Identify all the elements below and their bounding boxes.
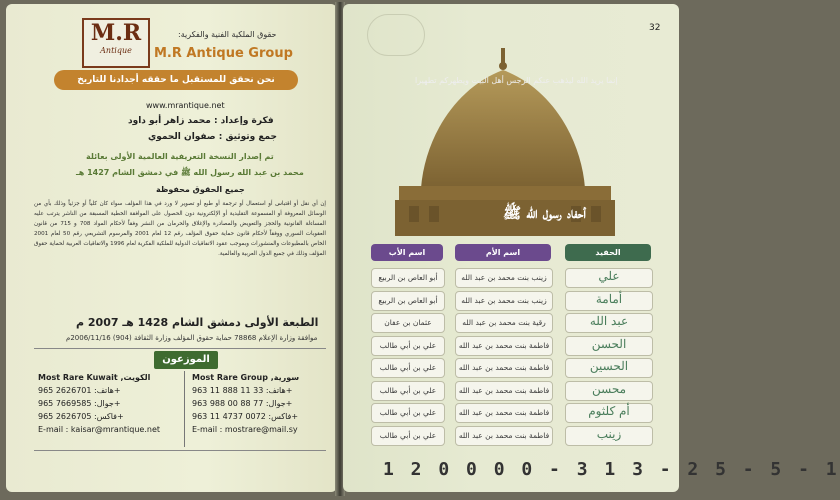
header-grandchild: الحفيد (565, 244, 651, 261)
distributor-fax: فاكس: 0072 4737 11 963+ (192, 412, 299, 421)
serial-number: 1 2 0 0 0 0 - 3 1 3 - 2 5 - 5 - 1 (383, 459, 840, 480)
logo-sub: Antique (100, 46, 132, 55)
cell-father: علي بن أبي طالب (371, 336, 445, 356)
cell-grandchild: زينب (565, 426, 653, 446)
cell-grandchild: الحسين (565, 358, 653, 378)
distributor-email[interactable]: E-mail : mostrare@mail.sy (192, 425, 298, 434)
cell-father: علي بن أبي طالب (371, 358, 445, 378)
slogan-banner: نحن نحقق للمستقبل ما حققه أجدادنا للتاريخ (54, 70, 298, 90)
website-url[interactable]: www.mrantique.net (146, 101, 225, 110)
cell-mother: زينب بنت محمد بن عبد الله (455, 291, 553, 311)
prophet-line: محمد بن عبد الله رسول الله ﷺ في دمشق الشام 1427 هـ (76, 168, 304, 177)
approval-line: موافقة وزارة الإعلام 78868 حماية حقوق المؤلف وزارة الثقافة (904) 2006/11/16م (66, 334, 318, 342)
cell-father: عثمان بن عفان (371, 313, 445, 333)
distributor-email[interactable]: E-mail : kaisar@mrantique.net (38, 425, 160, 434)
right-page (343, 4, 840, 492)
cell-mother: رقية بنت محمد بن عبد الله (455, 313, 553, 333)
legal-notice: إن أي نقل أو اقتباس أو استعمال أو ترجمة أو طبع أو تصوير لا ورد في هذا المؤلف سواء كان كلياً أو جزئياً وذلك بأي من الوسائل المعروفة أو المسموعة التقليدية أو الإلكترونية دون الحصول على الموافقة الخطية المسبقة من الناشر يترتب عليه المساءلة القانونية والحجز والتعويض والمصادرة والإغلاق والحرمان من النشر وفقاً لأحكام المواد 708 و 715 من قانون العقوبات السوري ووفقاً لأحكام قانون حماية حقوق المؤلف رقم 12 لعام 2001 والمرسوم التشريعي رقم 50 لعام 2001 الخاص بالمطبوعات والمنشورات وبموجب عقود الاتفاقيات الدولية للملكية الفكرية لعام 1996 والاتفاقيات العربية لحماية حقوق المؤلف وذلك في جميع الدول العربية والعالمية. (34, 201, 326, 257)
all-rights-line: جميع الحقوق محفوظة (156, 185, 245, 194)
collect-line: جمع وتوثيق : صفوان الحموي (148, 132, 278, 142)
cell-father: أبو العاص بن الربيع (371, 268, 445, 288)
logo-mark: M.R (90, 20, 142, 46)
distributor-name: Most Rare Kuwait ,الكويت (38, 373, 151, 382)
cell-father: أبو العاص بن الربيع (371, 291, 445, 311)
cell-grandchild: الحسن (565, 336, 653, 356)
cell-mother: فاطمة بنت محمد بن عبد الله (455, 358, 553, 378)
distributor-name: Most Rare Group ,سورية (192, 373, 300, 382)
distributor-tel: هاتف: 2626701 965+ (38, 386, 121, 395)
header-mother: اسم الأم (455, 244, 551, 261)
header-father: اسم الأب (371, 244, 443, 261)
edition-line: الطبعة الأولى دمشق الشام 1428 هـ 2007 م (76, 316, 319, 329)
mr-logo (82, 18, 150, 68)
cell-mother: فاطمة بنت محمد بن عبد الله (455, 336, 553, 356)
distributor-tel: هاتف: 33 11 888 11 963+ (192, 386, 293, 395)
cell-father: علي بن أبي طالب (371, 381, 445, 401)
distributors-title: الموزعون (154, 351, 218, 369)
cell-mother: فاطمة بنت محمد بن عبد الله (455, 381, 553, 401)
idea-prep-line: فكرة وإعداد : محمد زاهر أبو داود (128, 116, 274, 126)
distributor-kuwait (38, 371, 176, 436)
distributor-fax: فاكس: 2626705 965+ (38, 412, 124, 421)
cell-mother: فاطمة بنت محمد بن عبد الله (455, 426, 553, 446)
group-name: M.R Antique Group (154, 46, 293, 61)
distributors-divider (184, 371, 185, 447)
page-number: 32 (649, 23, 661, 33)
page-title: أحفاد رسول الله ﷺ (503, 204, 586, 222)
bottom-rule (34, 450, 326, 451)
distributor-mobile: جوال: 7669585 965+ (38, 399, 121, 408)
distributors-box (34, 348, 326, 447)
cell-grandchild: علي (565, 268, 653, 288)
left-page (6, 4, 337, 492)
cell-mother: زينب بنت محمد بن عبد الله (455, 268, 553, 288)
distributor-syria (192, 371, 330, 436)
copyright-label: حقوق الملكية الفنية والفكرية: (178, 30, 277, 39)
quran-verse: إنما يريد الله ليذهب عنكم الرجس أهل البيت ويطهركم تطهيرا (415, 76, 618, 85)
cell-mother: فاطمة بنت محمد بن عبد الله (455, 403, 553, 423)
cell-grandchild: أم كلثوم (565, 403, 653, 423)
cell-grandchild: محسن (565, 381, 653, 401)
cell-grandchild: عبد الله (565, 313, 653, 333)
cell-grandchild: أمامة (565, 291, 653, 311)
distributor-mobile: جوال: 77 88 00 988 963+ (192, 399, 293, 408)
release-line: تم إصدار النسخة التعريفية العالمية الأولى بعائلة (86, 152, 274, 161)
cell-father: علي بن أبي طالب (371, 426, 445, 446)
cell-father: علي بن أبي طالب (371, 403, 445, 423)
